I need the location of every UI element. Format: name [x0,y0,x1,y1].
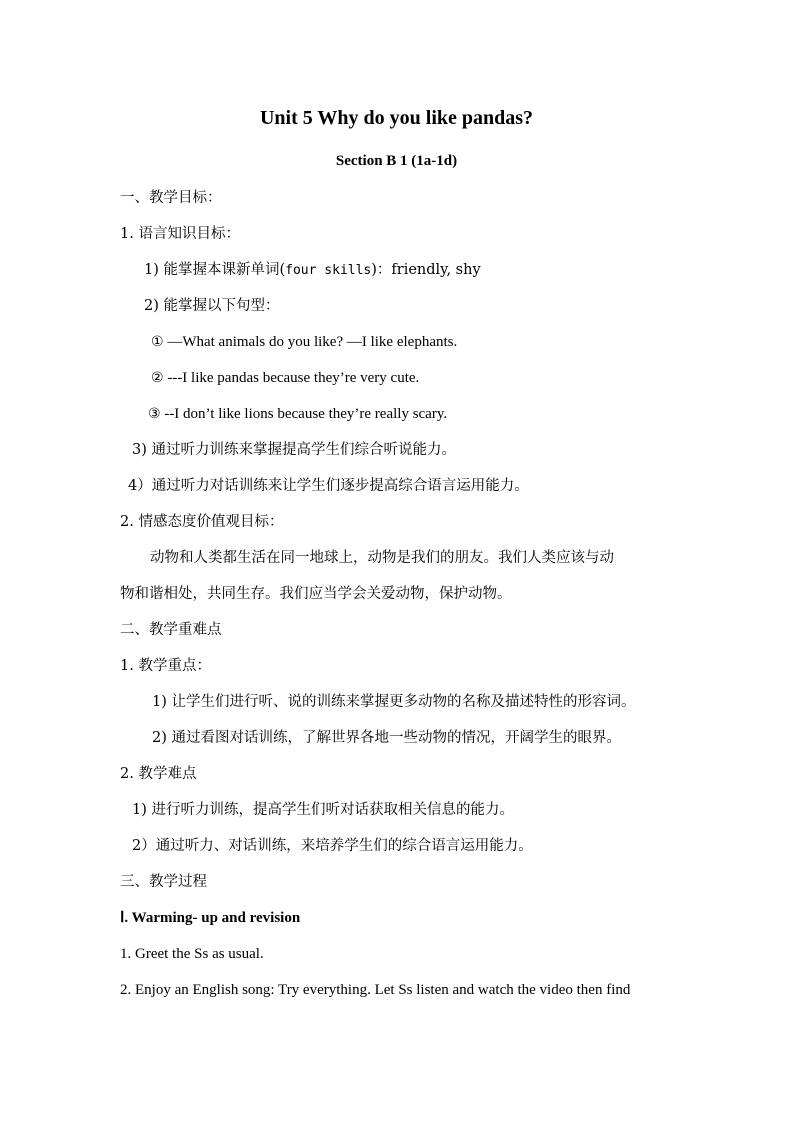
subheading-key-points: 1. 教学重点： [120,658,211,674]
step-item-greet: 1. Greet the Ss as usual. [120,946,264,962]
circled-number: ② [151,370,164,386]
sentence-text: --I don’t like lions because they’re really scary. [160,406,448,422]
list-item-text: four skills [285,263,372,278]
page-subtitle: Section B 1 (1a-1d) [335,153,458,169]
sentence-text: ---I like pandas because they’re very cute. [163,370,420,386]
step-item-song: 2. Enjoy an English song: Try everything. Let Ss listen and watch the video then find [120,982,631,998]
subheading-difficulties: 2. 教学难点 [120,766,197,782]
section-heading-objectives: 一、教学目标： [120,190,222,206]
sentence-item-2 [151,369,419,387]
step-heading-warming-up: Ⅰ. Warming- up and revision [120,910,301,926]
sentence-item-1 [151,333,457,351]
list-item-dialogue: 4）通过听力对话训练来让学生们逐步提高综合语言运用能力。 [128,478,529,494]
list-item-key-point-1: 1) 让学生们进行听、说的训练来掌握更多动物的名称及描述特性的形容词。 [152,694,636,710]
list-item-difficulty-2: 2）通过听力、对话训练，来培养学生们的综合语言运用能力。 [132,838,533,854]
list-item-text: )：friendly, shy [371,262,481,278]
subheading-emotional-attitude: 2. 情感态度价值观目标： [120,514,284,530]
sentence-text: —What animals do you like? —I like elephants. [163,334,458,350]
paragraph-line: 动物和人类都生活在同一地球上，动物是我们的朋友。我们人类应该与动 [150,550,614,566]
section-heading-procedure: 三、教学过程 [120,874,207,890]
circled-number: ① [151,334,164,350]
list-item-new-words [144,261,481,280]
sentence-item-3 [148,405,447,423]
list-item-key-point-2: 2) 通过看图对话训练，了解世界各地一些动物的情况，开阔学生的眼界。 [152,730,621,746]
page-title: Unit 5 Why do you like pandas? [259,107,534,129]
subheading-language-knowledge: 1. 语言知识目标： [120,226,240,242]
list-item-text: 1) 能掌握本课新单词( [144,262,286,278]
section-heading-key-points: 二、教学重难点 [120,622,222,638]
list-item-listening: 3) 通过听力训练来掌握提高学生们综合听说能力。 [132,442,456,458]
circled-number: ③ [148,406,161,422]
list-item-difficulty-1: 1) 进行听力训练，提高学生们听对话获取相关信息的能力。 [132,802,514,818]
paragraph-line: 物和谐相处，共同生存。我们应当学会关爱动物，保护动物。 [120,586,512,602]
list-item-sentence-patterns: 2) 能掌握以下句型： [144,298,280,314]
